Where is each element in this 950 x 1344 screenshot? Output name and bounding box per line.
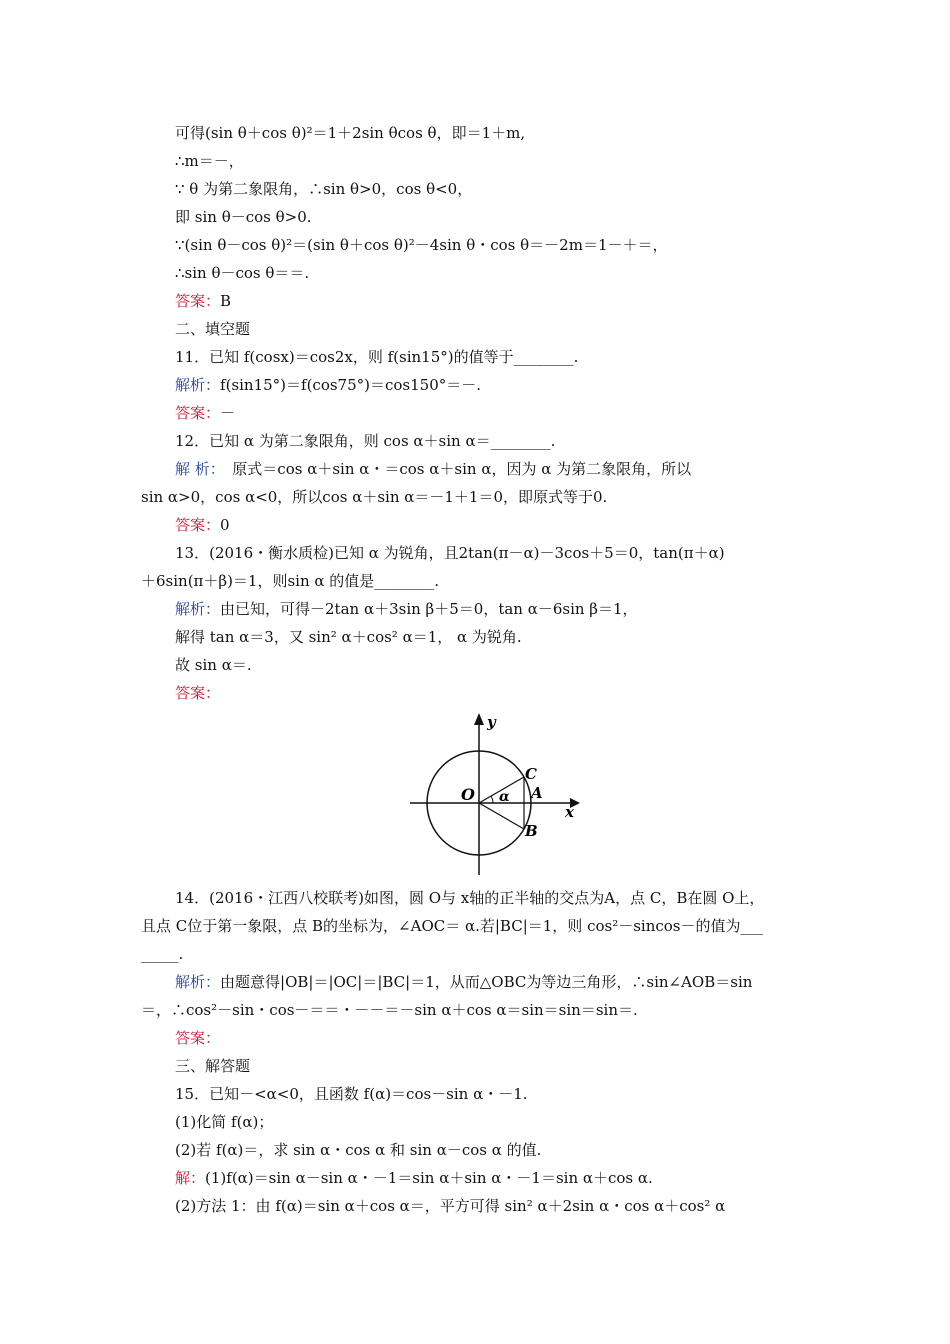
answer-line [175, 291, 231, 311]
text-line: ＋6sin(π＋β)＝1，则sin α 的值是________. [141, 572, 440, 590]
analysis-text: 由题意得|OB|＝|OC|＝|BC|＝1，从而△OBC为等边三角形，∴sin∠AOB＝sin [220, 973, 753, 991]
analysis-line [175, 599, 638, 619]
question-14: 14．(2016・江西八校联考)如图，圆 O与 x轴的正半轴的交点为A，点 C，B在圆 O上， [175, 889, 765, 907]
text-line: (1)化简 f(α)； [175, 1113, 274, 1131]
section-heading: 二、填空题 [175, 320, 251, 338]
text-line: 即 sin θ－cos θ>0. [175, 208, 312, 226]
segment-ob [479, 803, 524, 829]
text-line: ∵(sin θ－cos θ)²＝(sin θ＋cos θ)²－4sin θ・cos θ＝－2m＝1－＋＝， [175, 236, 668, 254]
analysis-text: f(sin15°)＝f(cos75°)＝cos150°＝－. [220, 376, 482, 394]
answer-value: 0 [220, 516, 230, 534]
text-line: 且点 C位于第一象限，点 B的坐标为，∠AOC＝ α.若|BC|＝1，则 cos²－sincos－的值为___ [141, 917, 764, 935]
analysis-label: 解 析： [175, 460, 218, 478]
analysis-label: 解析： [175, 973, 221, 991]
text-line: 解得 tan α＝3，又 sin² α＋cos² α＝1， α 为锐角. [175, 628, 522, 646]
answer-label: 答案： [175, 404, 221, 422]
label-alpha: α [499, 789, 510, 805]
question-11: 11．已知 f(cosx)＝cos2x，则 f(sin15°)的值等于________. [175, 348, 579, 366]
answer-label: 答案： [175, 684, 221, 702]
text-line: 故 sin α＝. [175, 656, 252, 674]
answer-line [175, 683, 220, 703]
analysis-line [175, 459, 691, 479]
section-heading: 三、解答题 [175, 1057, 251, 1075]
text-line: _____. [141, 945, 184, 963]
text-line: ∴sin θ－cos θ＝＝. [175, 264, 310, 282]
answer-label: 答案： [175, 292, 221, 310]
analysis-label: 解析： [175, 376, 221, 394]
text-line: ＝，∴cos²－sin・cos－＝＝・－－＝－sin α＋cos α＝sin＝sin＝sin＝. [141, 1001, 638, 1019]
text-line: ∴m＝－， [175, 152, 244, 170]
label-c: C [525, 765, 537, 783]
answer-line [175, 403, 235, 423]
solution-label: 解： [175, 1169, 206, 1187]
analysis-line [175, 972, 752, 992]
text-line: 可得(sin θ＋cos θ)²＝1＋2sin θcos θ，即＝1＋m, [175, 124, 526, 142]
solution-text: (1)f(α)＝sin α－sin α・－1＝sin α＋sin α・－1＝sin α＋cos α. [205, 1169, 653, 1187]
answer-line [175, 1028, 220, 1048]
label-x: x [565, 803, 574, 821]
analysis-text: 原式＝cos α＋sin α・＝cos α＋sin α，因为 α 为第二象限角，所以 [232, 460, 692, 478]
label-a: A [531, 784, 543, 802]
unit-circle-figure [405, 705, 585, 875]
answer-value: － [220, 404, 236, 422]
label-y: y [487, 713, 496, 731]
analysis-label: 解析： [175, 600, 221, 618]
text-line: (2)若 f(α)＝，求 sin α・cos α 和 sin α－cos α 的值. [175, 1141, 542, 1159]
text-line: (2)方法 1：由 f(α)＝sin α＋cos α＝，平方可得 sin² α＋2sin α・cos α＋cos² α [175, 1197, 726, 1215]
answer-label: 答案： [175, 1029, 221, 1047]
question-13: 13．(2016・衡水质检)已知 α 为锐角，且2tan(π－α)－3cos＋5＝0，tan(π＋α) [175, 544, 725, 562]
analysis-line [175, 375, 481, 395]
solution-line [175, 1168, 653, 1188]
question-15: 15．已知－<α<0，且函数 f(α)＝cos－sin α・－1. [175, 1085, 528, 1103]
y-axis-arrow [474, 713, 484, 725]
label-o: O [461, 785, 475, 804]
label-b: B [525, 822, 538, 840]
question-12: 12．已知 α 为第二象限角，则 cos α＋sin α＝________. [175, 432, 556, 450]
answer-label: 答案： [175, 516, 221, 534]
answer-value: B [220, 292, 232, 310]
text-line: sin α>0，cos α<0，所以cos α＋sin α＝－1＋1＝0，即原式等于0. [141, 488, 608, 506]
text-line: ∵ θ 为第二象限角，∴sin θ>0，cos θ<0， [175, 180, 473, 198]
analysis-text: 由已知，可得－2tan α＋3sin β＋5＝0，tan α－6sin β＝1， [220, 600, 638, 618]
answer-line [175, 515, 230, 535]
angle-arc [491, 796, 493, 803]
